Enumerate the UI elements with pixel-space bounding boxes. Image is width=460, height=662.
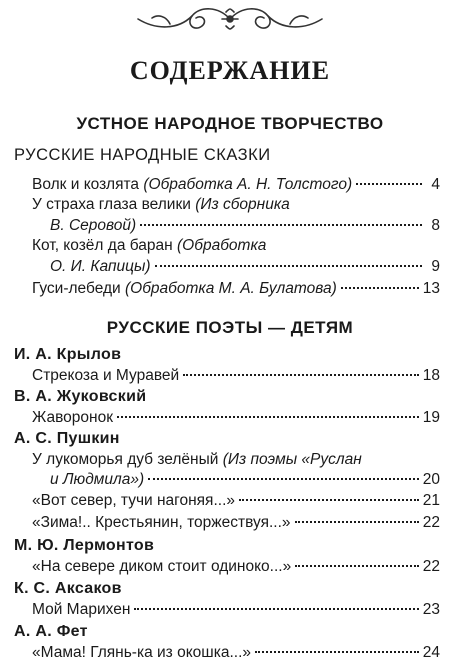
leader-dots (183, 374, 419, 376)
toc-entry[interactable] (32, 367, 440, 385)
toc-entry-line[interactable] (32, 451, 362, 469)
entry-note: (Из поэмы «Руслан (222, 451, 362, 468)
author-heading: А. А. Фет (14, 623, 88, 640)
entry-title: «Мама! Глянь-ка из окошка...» (32, 644, 252, 661)
section-title-folk: УСТНОЕ НАРОДНОЕ ТВОРЧЕСТВО (76, 114, 384, 133)
leader-dots (295, 521, 419, 523)
subsection-title-tales: РУССКИЕ НАРОДНЫЕ СКАЗКИ (14, 146, 271, 164)
entry-note: (Обработка (177, 237, 267, 254)
entry-title: У страха глаза велики (32, 196, 191, 213)
toc-entry[interactable] (50, 471, 440, 489)
toc-entry[interactable] (32, 601, 440, 619)
toc-entry-line[interactable] (32, 196, 290, 214)
toc-entry[interactable] (32, 558, 440, 576)
page-number: 19 (422, 409, 440, 426)
leader-dots (148, 478, 419, 480)
entry-note: В. Серовой) (50, 217, 137, 234)
entry-title: «Зима!.. Крестьянин, торжествуя...» (32, 514, 291, 531)
author-heading: В. А. Жуковский (14, 388, 147, 405)
toc-entry[interactable] (32, 280, 440, 298)
page-number: 20 (422, 471, 440, 488)
toc-entry[interactable] (50, 258, 440, 276)
entry-note: (Из сборника (195, 196, 290, 213)
page-number: 8 (431, 217, 440, 234)
page-number: 21 (422, 492, 440, 509)
leader-dots (239, 499, 419, 501)
toc-entry[interactable] (32, 492, 440, 510)
page-number: 13 (422, 280, 440, 297)
entry-title: Стрекоза и Муравей (32, 367, 180, 384)
page-title: СОДЕРЖАНИЕ (129, 56, 331, 85)
page-number: 18 (422, 367, 440, 384)
leader-dots (155, 265, 422, 267)
page-number: 24 (422, 644, 440, 661)
toc-entry-line[interactable] (32, 237, 266, 255)
entry-note: (Обработка А. Н. Толстого) (143, 176, 353, 193)
toc-entry[interactable] (32, 176, 440, 194)
toc-entry[interactable] (32, 514, 440, 532)
leader-dots (134, 608, 418, 610)
leader-dots (341, 287, 419, 289)
entry-note: О. И. Капицы) (50, 258, 151, 275)
entry-title: «Вот север, тучи нагоняя...» (32, 492, 235, 509)
entry-note: (Обработка М. А. Булатова) (125, 280, 337, 297)
leader-dots (255, 651, 419, 653)
entry-note: и Людмила») (50, 471, 145, 488)
entry-title: Жаворонок (32, 409, 113, 426)
toc-entry[interactable] (32, 644, 440, 662)
leader-dots (356, 183, 422, 185)
leader-dots (140, 224, 422, 226)
leader-dots (117, 416, 419, 418)
entry-title: Мой Марихен (32, 601, 131, 618)
section-title-poets: РУССКИЕ ПОЭТЫ — ДЕТЯМ (106, 318, 354, 337)
entry-title: «На севере диком стоит одиноко...» (32, 558, 292, 575)
page-number: 22 (422, 558, 440, 575)
author-heading: И. А. Крылов (14, 346, 122, 363)
decorative-flourish-icon (130, 2, 330, 36)
entry-title: У лукоморья дуб зелёный (32, 451, 219, 468)
entry-title: Кот, козёл да баран (32, 237, 173, 254)
entry-title: Волк и козлята (32, 176, 140, 193)
page-number: 22 (422, 514, 440, 531)
page-number: 9 (431, 258, 440, 275)
page-number: 4 (431, 176, 440, 193)
page-number: 23 (422, 601, 440, 618)
author-heading: К. С. Аксаков (14, 580, 122, 597)
leader-dots (295, 565, 419, 567)
author-heading: А. С. Пушкин (14, 430, 120, 447)
toc-entry[interactable] (50, 217, 440, 235)
author-heading: М. Ю. Лермонтов (14, 537, 155, 554)
toc-entry[interactable] (32, 409, 440, 427)
entry-title: Гуси-лебеди (32, 280, 121, 297)
